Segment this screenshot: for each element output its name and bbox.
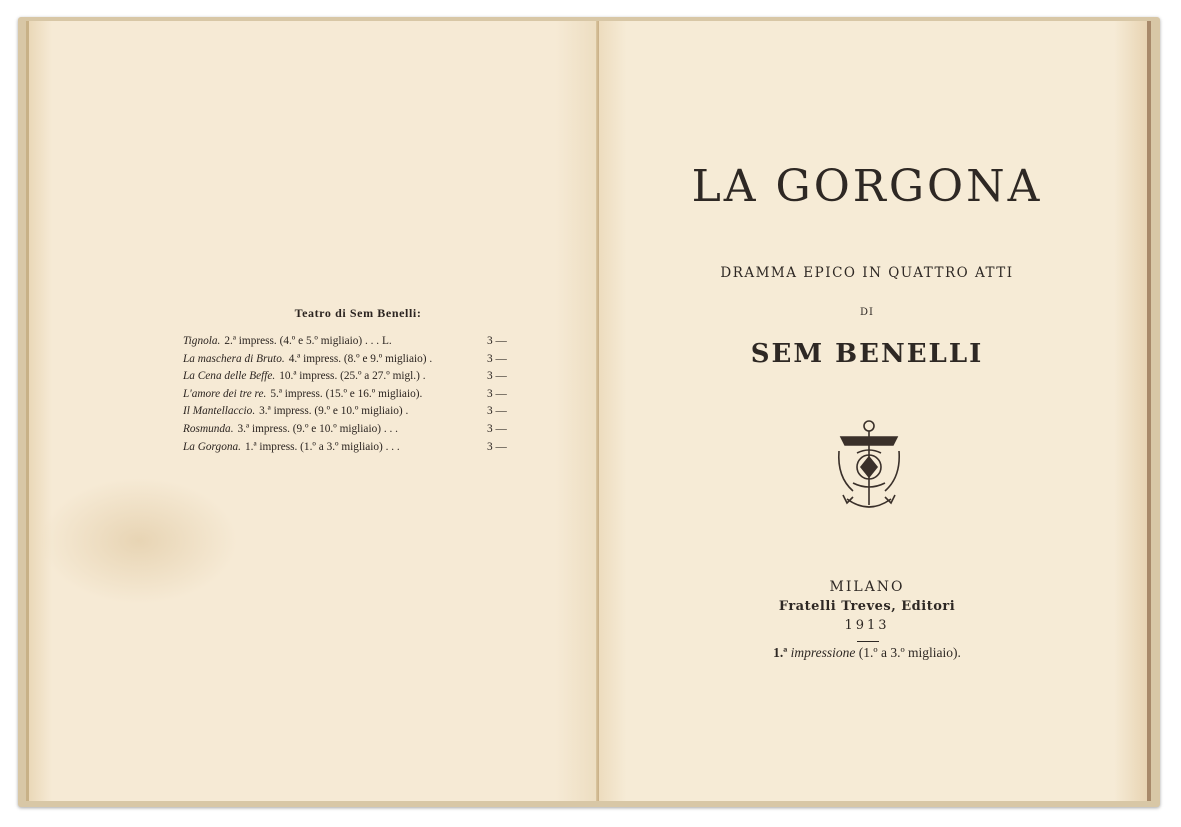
works-list-heading: Teatro di Sem Benelli:: [294, 306, 422, 320]
work-impression-detail: 2.ª impress. (4.º e 5.º migliaio) . . . L.: [224, 335, 392, 347]
book-subtitle: DRAMMA EPICO IN QUATTRO ATTI: [720, 265, 1014, 281]
by-label: DI: [860, 307, 874, 318]
work-price: 3 —: [487, 370, 507, 383]
impression-detail: (1.º a 3.º migliaio).: [858, 645, 961, 660]
work-title: La Cena delle Beffe.: [183, 370, 276, 383]
impression-word: impressione: [790, 645, 856, 660]
works-list-row: [183, 333, 513, 351]
work-price: 3 —: [487, 387, 507, 400]
work-impression-detail: 10.ª impress. (25.º a 27.º migl.) .: [279, 370, 426, 383]
publication-year: 1913: [844, 618, 890, 633]
work-impression-detail: 3.ª impress. (9.º e 10.º migliaio) . . .: [237, 422, 398, 435]
works-list-row: [183, 386, 513, 404]
publication-city: MILANO: [829, 579, 905, 595]
impression-line: [599, 645, 1135, 661]
work-title: La Gorgona.: [183, 440, 241, 453]
work-price: 3 —: [487, 352, 507, 365]
publisher-anchor-emblem: [833, 417, 905, 515]
work-impression-detail: 1.ª impress. (1.º a 3.º migliaio) . . .: [244, 440, 400, 453]
author-name: SEM BENELLI: [750, 339, 984, 369]
work-title: Rosmunda.: [183, 422, 234, 435]
work-title: Tignola.: [183, 335, 221, 347]
works-list: [183, 306, 513, 456]
works-list-row: [183, 351, 513, 369]
publisher-name: Fratelli Treves, Editori: [778, 599, 956, 614]
work-title: Il Mantellaccio.: [183, 405, 256, 418]
work-impression-detail: 3.ª impress. (9.º e 10.º migliaio) .: [259, 405, 409, 418]
work-impression-detail: 4.ª impress. (8.º e 9.º migliaio) .: [288, 352, 433, 365]
works-list-row: [183, 368, 513, 386]
work-price: 3 —: [487, 440, 507, 453]
separator-rule: [857, 641, 879, 642]
work-title: La maschera di Bruto.: [183, 352, 285, 365]
open-book: [18, 17, 1160, 807]
works-rows: [183, 333, 513, 456]
work-price: 3 —: [487, 422, 507, 435]
work-title: L'amore dei tre re.: [183, 387, 267, 400]
right-page: [599, 21, 1151, 801]
work-price: 3 —: [487, 405, 507, 418]
impression-number: 1.ª: [773, 645, 788, 660]
works-list-row: [183, 403, 513, 421]
work-impression-detail: 5.ª impress. (15.º e 16.º migliaio).: [270, 387, 423, 400]
left-page: [26, 21, 601, 801]
work-price: 3 —: [487, 335, 507, 347]
book-title: LA GORGONA: [691, 161, 1043, 212]
works-list-row: [183, 439, 513, 457]
works-list-row: [183, 421, 513, 439]
